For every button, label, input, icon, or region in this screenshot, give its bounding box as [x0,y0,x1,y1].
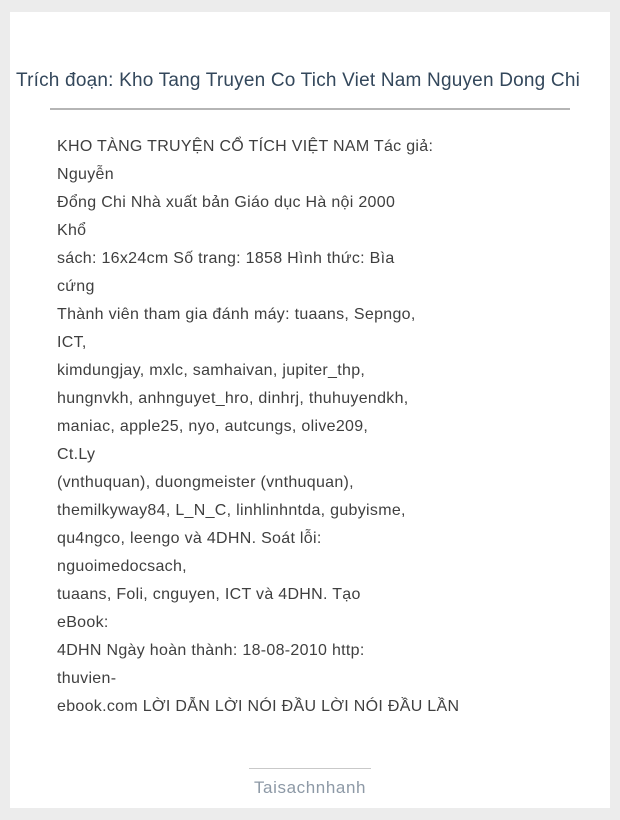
text-line: nguoimedocsach, [57,558,187,575]
text-line: sách: 16x24cm Số trang: 1858 Hình thức: Bìa [57,250,395,267]
footer-brand-link[interactable]: Taisachnhanh [253,778,367,797]
text-line: ICT, [57,334,87,351]
footer-divider [249,768,371,769]
page-title: Trích đoạn: Kho Tang Truyen Co Tich Viet Nam Nguyen Dong Chi [16,70,581,91]
excerpt-text [10,133,610,721]
text-line: qu4ngco, leengo và 4DHN. Soát lỗi: [57,530,322,547]
text-line: (vnthuquan), duongmeister (vnthuquan), [57,474,354,491]
footer [10,768,610,798]
title-divider [50,108,570,110]
text-line: hungnvkh, anhnguyet_hro, dinhrj, thuhuyendkh, [57,390,409,407]
text-line: 4DHN Ngày hoàn thành: 18-08-2010 http: [57,642,365,659]
text-line: KHO TÀNG TRUYỆN CỔ TÍCH VIỆT NAM Tác giả: [57,138,434,155]
text-line: thuvien- [57,670,117,687]
text-line: tuaans, Foli, cnguyen, ICT và 4DHN. Tạo [57,586,361,603]
text-line: Nguyễn [57,166,114,183]
text-line: Đổng Chi Nhà xuất bản Giáo dục Hà nội 2000 [57,194,396,211]
text-line: kimdungjay, mxlc, samhaivan, jupiter_thp, [57,362,366,379]
text-line: maniac, apple25, nyo, autcungs, olive209, [57,418,369,435]
text-line: ebook.com LỜI DẪN LỜI NÓI ĐẦU LỜI NÓI ĐẦU LẦN [57,698,460,715]
text-line: eBook: [57,614,109,631]
text-line: Thành viên tham gia đánh máy: tuaans, Sepngo, [57,306,416,323]
text-line: Ct.Ly [57,446,96,463]
text-line: themilkyway84, L_N_C, linhlinhntda, gubyisme, [57,502,406,519]
text-line: Khổ [57,222,87,239]
text-line: cứng [57,278,95,295]
excerpt-card [10,12,610,808]
